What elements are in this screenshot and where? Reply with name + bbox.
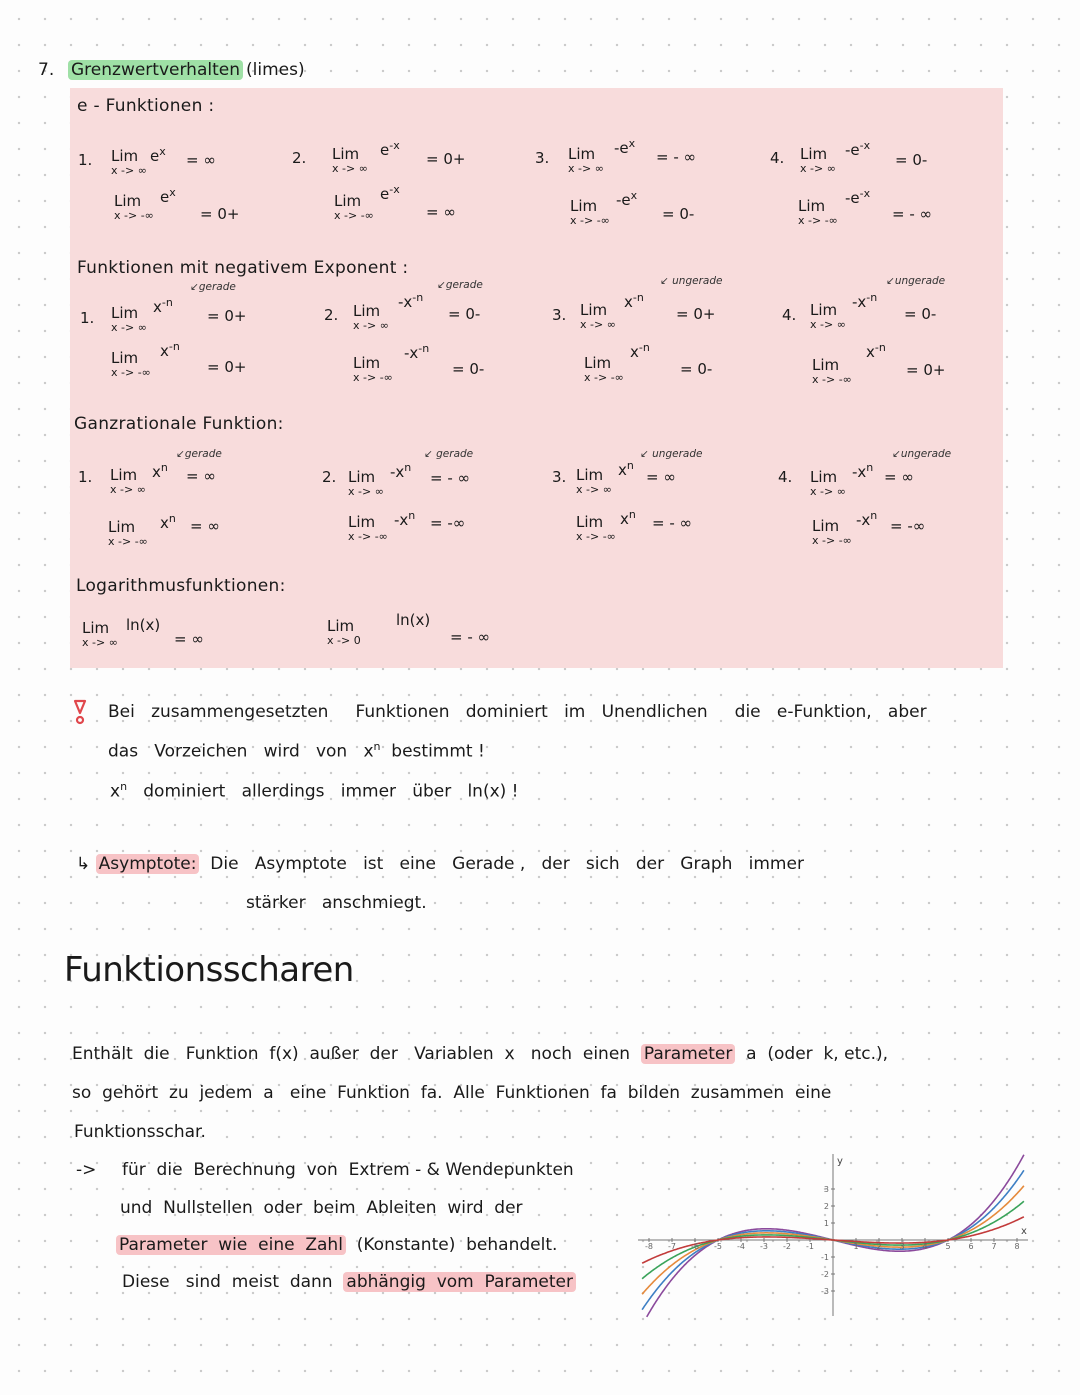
lim-word: Lim	[111, 349, 139, 367]
lim-word: Lim	[576, 513, 604, 531]
lim	[334, 193, 374, 221]
item-number: 1.	[80, 309, 95, 327]
parameter-highlight: Parameter wie eine Zahl	[116, 1235, 346, 1255]
lim	[568, 146, 604, 174]
result: = ∞	[426, 203, 456, 221]
lim-sub: x -> ∞	[348, 485, 384, 498]
lim-word: Lim	[327, 617, 355, 635]
scharen-para-2: so gehört zu jedem a eine Funktion fa. Alle Funktionen fa bilden zusammen eine	[72, 1083, 832, 1103]
y-tick-label: -3	[821, 1287, 829, 1296]
result: = ∞	[174, 630, 204, 648]
function-family-graph	[638, 1150, 1038, 1320]
lim	[82, 620, 118, 648]
lim	[353, 303, 389, 331]
item-number: 4.	[770, 149, 785, 167]
x-tick-label: 1	[853, 1242, 859, 1251]
lim	[353, 355, 393, 383]
funktionsscharen-title: Funktionsscharen	[64, 950, 354, 990]
section-subtitle: (limes)	[246, 60, 305, 80]
expr: $-e^{-x}$	[845, 187, 871, 207]
asymptote-term: Asymptote:	[96, 854, 200, 874]
lim-sub: x -> ∞	[111, 164, 147, 177]
lim-sub: x -> ∞	[576, 483, 612, 496]
lim-word: Lim	[810, 301, 838, 319]
lim-sub: x -> -∞	[570, 214, 610, 227]
dominance-line-2: das Vorzeichen wird von $x^n$ bestimmt !	[108, 740, 485, 762]
scharen-bullet-1: für die Berechnung von Extrem - & Wendepunkten	[122, 1160, 574, 1180]
lim-word: Lim	[111, 304, 139, 322]
expr: $e^x$	[160, 186, 176, 206]
x-tick-label: -1	[806, 1242, 814, 1251]
lim	[327, 618, 361, 646]
lim-word: Lim	[108, 518, 136, 536]
result: = 0-	[448, 305, 481, 323]
lim-word: Lim	[111, 147, 139, 165]
expr: $-x^{-n}$	[404, 342, 430, 362]
x-axis-label: x	[1021, 1226, 1027, 1237]
lim-sub: x -> -∞	[812, 373, 852, 386]
lim	[810, 469, 846, 497]
note-gerade: ↙gerade	[437, 279, 483, 291]
arrow-icon: ->	[76, 1160, 97, 1180]
expr: $x^{-n}$	[153, 296, 173, 316]
lim-sub: x -> -∞	[108, 535, 148, 548]
lim	[576, 467, 612, 495]
heading-negative-exponent: Funktionen mit negativem Exponent :	[77, 258, 409, 278]
expr: $x^n$	[152, 461, 168, 481]
lim	[584, 355, 624, 383]
x-tick-label: 5	[945, 1242, 951, 1251]
result: = ∞	[646, 468, 676, 486]
section-number: 7.	[38, 60, 55, 80]
result: = -∞	[890, 517, 926, 535]
arrow-icon: ↳	[76, 854, 91, 874]
item-number: 2.	[292, 149, 307, 167]
lim-sub: x -> -∞	[348, 530, 388, 543]
result: = ∞	[190, 517, 220, 535]
asymptote-line-1: ↳ Asymptote: Die Asymptote ist eine Gerade , der sich der Graph immer	[76, 854, 804, 874]
lim-sub: x -> ∞	[810, 485, 846, 498]
note-gerade: ↙gerade	[176, 448, 222, 460]
result: = -∞	[430, 514, 466, 532]
result: = - ∞	[652, 514, 693, 532]
expr: $x^{-n}$	[630, 341, 650, 361]
expr: $-x^{-n}$	[398, 291, 424, 311]
scharen-bullet-4: Diese sind meist dann abhängig vom Parameter	[122, 1272, 576, 1292]
lim-sub: x -> ∞	[82, 636, 118, 649]
warning-icon	[73, 698, 87, 726]
expr: $-e^x$	[614, 137, 636, 157]
lim-word: Lim	[114, 192, 142, 210]
expr: $x^n$	[620, 508, 636, 528]
x-tick-label: -6	[691, 1242, 699, 1251]
item-number: 1.	[78, 151, 93, 169]
lim	[110, 467, 146, 495]
lim-word: Lim	[580, 301, 608, 319]
expr: $x^n$	[160, 512, 176, 532]
result: = 0+	[906, 361, 946, 379]
item-number: 4.	[778, 468, 793, 486]
heading-log: Logarithmusfunktionen:	[76, 576, 286, 596]
x-tick-label: 6	[968, 1242, 974, 1251]
result: = 0-	[662, 205, 695, 223]
y-tick-label: 1	[823, 1219, 829, 1228]
x-tick-label: -8	[645, 1242, 653, 1251]
lim-sub: x -> -∞	[576, 530, 616, 543]
x-tick-label: -3	[760, 1242, 768, 1251]
item-number: 2.	[322, 468, 337, 486]
lim-sub: x -> -∞	[798, 214, 838, 227]
lim-word: Lim	[584, 354, 612, 372]
y-tick-label: -2	[821, 1270, 829, 1279]
result: = ∞	[884, 468, 914, 486]
x-tick-label: -7	[668, 1242, 676, 1251]
lim	[111, 305, 147, 333]
x-tick-label: 4	[922, 1242, 928, 1251]
result: = - ∞	[892, 205, 933, 223]
lim	[798, 198, 838, 226]
lim	[114, 193, 154, 221]
item-number: 3.	[552, 468, 567, 486]
result: = - ∞	[656, 148, 697, 166]
lim-word: Lim	[348, 513, 376, 531]
lim-word: Lim	[570, 197, 598, 215]
expr: $-x^n$	[394, 509, 416, 529]
result: = 0+	[200, 205, 240, 223]
result: = - ∞	[430, 469, 471, 487]
lim-word: Lim	[348, 468, 376, 486]
y-tick-label: 3	[823, 1185, 829, 1194]
item-number: 3.	[535, 149, 550, 167]
lim-sub: x -> 0	[327, 634, 361, 647]
result: = 0-	[452, 360, 485, 378]
lim-sub: x -> ∞	[111, 321, 147, 334]
note-gerade: ↙gerade	[190, 281, 236, 293]
expr: $-x^{-n}$	[852, 291, 878, 311]
expr: $x^{-n}$	[866, 341, 886, 361]
note-ungerade: ↙ ungerade	[660, 275, 723, 287]
result: = 0-	[904, 305, 937, 323]
expr: ln(x)	[396, 611, 431, 629]
lim-sub: x -> -∞	[111, 366, 151, 379]
lim-sub: x -> -∞	[353, 371, 393, 384]
result: = ∞	[186, 467, 216, 485]
lim-sub: x -> ∞	[568, 162, 604, 175]
heading-ganzrational: Ganzrationale Funktion:	[74, 414, 284, 434]
lim-sub: x -> ∞	[580, 318, 616, 331]
asymptote-line-2: stärker anschmiegt.	[246, 893, 427, 913]
x-tick-label: 8	[1014, 1242, 1020, 1251]
expr: $-e^{-x}$	[845, 139, 871, 159]
scharen-bullet-3: Parameter wie eine Zahl (Konstante) behandelt.	[116, 1235, 557, 1255]
lim-word: Lim	[110, 466, 138, 484]
y-tick-label: -1	[821, 1253, 829, 1262]
note-ungerade: ↙ungerade	[892, 448, 952, 460]
expr: $-e^x$	[616, 189, 638, 209]
x-tick-label: 3	[899, 1242, 905, 1251]
expr: $x^{-n}$	[624, 291, 644, 311]
lim	[348, 469, 384, 497]
result: = 0-	[895, 151, 928, 169]
lim-word: Lim	[810, 468, 838, 486]
lim-sub: x -> -∞	[334, 209, 374, 222]
lim	[570, 198, 610, 226]
result: = ∞	[186, 151, 216, 169]
lim	[812, 357, 852, 385]
lim	[348, 514, 388, 542]
heading-e-functions: e - Funktionen :	[77, 96, 215, 116]
result: = 0+	[207, 307, 247, 325]
expr: $e^{-x}$	[380, 139, 400, 159]
lim-sub: x -> ∞	[800, 162, 836, 175]
result: = - ∞	[450, 628, 491, 646]
expr: $e^x$	[150, 145, 166, 165]
lim-word: Lim	[334, 192, 362, 210]
lim-sub: x -> ∞	[810, 318, 846, 331]
lim	[111, 350, 151, 378]
scharen-bullet-2: und Nullstellen oder beim Ableiten wird der	[120, 1198, 523, 1218]
lim	[111, 148, 147, 176]
item-number: 2.	[324, 306, 339, 324]
x-tick-label: -2	[783, 1242, 791, 1251]
lim-sub: x -> ∞	[332, 162, 368, 175]
lim	[580, 302, 616, 330]
lim-sub: x -> ∞	[110, 483, 146, 496]
lim-sub: x -> -∞	[584, 371, 624, 384]
x-tick-label: 7	[991, 1242, 997, 1251]
scharen-para-3: Funktionsschar.	[74, 1122, 206, 1142]
lim	[800, 146, 836, 174]
scharen-para-1: Enthält die Funktion f(x) außer der Variablen x noch einen Parameter a (oder k, etc.),	[72, 1044, 889, 1064]
lim-word: Lim	[332, 145, 360, 163]
x-tick-label: -5	[714, 1242, 722, 1251]
lim-word: Lim	[82, 619, 110, 637]
parameter-highlight: abhängig vom Parameter	[343, 1272, 576, 1292]
x-tick-label: 2	[876, 1242, 882, 1251]
lim-word: Lim	[353, 354, 381, 372]
item-number: 3.	[552, 306, 567, 324]
lim	[576, 514, 616, 542]
lim-word: Lim	[568, 145, 596, 163]
lim-word: Lim	[812, 517, 840, 535]
y-axis-label: y	[837, 1156, 843, 1167]
lim-word: Lim	[798, 197, 826, 215]
section-title	[68, 60, 243, 80]
result: = 0+	[426, 150, 466, 168]
lim	[108, 519, 148, 547]
dominance-line-3: $x^n$ dominiert allerdings immer über ln(x) !	[110, 780, 519, 802]
expr: $-x^n$	[390, 461, 412, 481]
lim-sub: x -> -∞	[812, 534, 852, 547]
item-number: 4.	[782, 306, 797, 324]
lim-word: Lim	[800, 145, 828, 163]
lim	[332, 146, 368, 174]
expr: $x^n$	[618, 459, 634, 479]
lim	[810, 302, 846, 330]
lim-word: Lim	[812, 356, 840, 374]
result: = 0+	[207, 358, 247, 376]
dominance-line-1: Bei zusammengesetzten Funktionen dominiert im Unendlichen die e-Funktion, aber	[108, 702, 927, 722]
note-ungerade: ↙ ungerade	[640, 448, 703, 460]
expr: $e^{-x}$	[380, 183, 400, 203]
x-tick-label: -4	[737, 1242, 745, 1251]
result: = 0-	[680, 360, 713, 378]
expr: ln(x)	[126, 616, 161, 634]
item-number: 1.	[78, 468, 93, 486]
expr: $-x^n$	[852, 461, 874, 481]
expr: $x^{-n}$	[160, 340, 180, 360]
result: = 0+	[676, 305, 716, 323]
note-gerade: ↙ gerade	[424, 448, 474, 460]
note-ungerade: ↙ungerade	[886, 275, 946, 287]
lim-word: Lim	[576, 466, 604, 484]
lim	[812, 518, 852, 546]
y-tick-label: 2	[823, 1202, 829, 1211]
parameter-highlight: Parameter	[641, 1044, 735, 1064]
section-title-text: Grenzwertverhalten	[68, 60, 243, 80]
lim-sub: x -> -∞	[114, 209, 154, 222]
lim-sub: x -> ∞	[353, 319, 389, 332]
expr: $-x^n$	[856, 509, 878, 529]
lim-word: Lim	[353, 302, 381, 320]
